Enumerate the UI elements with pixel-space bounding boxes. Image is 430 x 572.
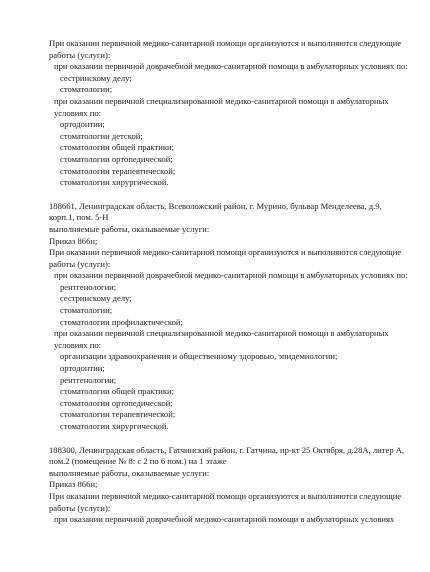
paragraph: выполняемые работы, оказываемые услуги: bbox=[49, 223, 210, 234]
address: 188661, Ленинградская область, Всеволожский район, г. Мурино, бульвар Менделеева, д.9, корп.1, пом. 5-Н bbox=[49, 200, 382, 223]
order-reference: Приказ 866н; bbox=[49, 235, 98, 246]
block-3 bbox=[49, 445, 408, 526]
section-heading: при оказании первичной специализированной медико-санитарной помощи в амбулаторных условиях по: bbox=[54, 95, 389, 118]
address: 188300, Ленинградская область, Гатчинский район, г. Гатчина, пр-кт 25 Октября, д.28А, литер А, пом.2 (помещение № 8: с 2 по 6 пом.) на 1 этаже bbox=[49, 444, 405, 467]
list-item: ортодонтии; bbox=[60, 363, 105, 374]
list-item: стоматологии терапевтической; bbox=[60, 165, 176, 176]
paragraph: При оказании первичной медико-санитарной помощи организуются и выполняются следующие работы (услуги): bbox=[49, 247, 402, 269]
section-heading: при оказании первичной доврачебной медико-санитарной помощи в амбулаторных условиях bbox=[54, 514, 395, 525]
list-item: сестринскому делу; bbox=[60, 293, 132, 304]
spacer bbox=[49, 189, 408, 201]
block-1 bbox=[49, 38, 408, 189]
list-item: стоматологии хирургической. bbox=[60, 421, 169, 431]
list-item: стоматологии профилактической; bbox=[60, 316, 183, 327]
list-item: стоматологии общей практики; bbox=[60, 142, 174, 153]
paragraph: При оказании первичной медико-санитарной помощи организуются и выполняются следующие работы (услуги): bbox=[49, 490, 402, 513]
list-item: стоматологии; bbox=[60, 305, 113, 316]
list-item: стоматологии ортопедической; bbox=[60, 397, 173, 408]
list-item: рентгенологии; bbox=[60, 374, 117, 385]
block-2 bbox=[49, 201, 408, 433]
list-item: стоматологии ортопедической; bbox=[60, 153, 173, 164]
order-reference: Приказ 866н; bbox=[49, 479, 98, 490]
section-heading: при оказании первичной специализированной медико-санитарной помощи в амбулаторных условиях по: bbox=[54, 328, 389, 350]
list-item: организации здравоохранения и общественному здоровью, эпидемиологии; bbox=[60, 351, 338, 362]
list-item: стоматологии общей практики; bbox=[60, 386, 174, 397]
spacer bbox=[49, 433, 408, 445]
paragraph: При оказании первичной медико-санитарной помощи организуются и выполняются следующие работы (услуги): bbox=[49, 38, 402, 60]
section-heading: при оказании первичной доврачебной медико-санитарной помощи в амбулаторных условиях по: bbox=[54, 61, 408, 72]
list-item: сестринскому делу; bbox=[60, 72, 132, 83]
list-item: рентгенологии; bbox=[60, 281, 117, 292]
section-heading: при оказании первичной доврачебной медико-санитарной помощи в амбулаторных условиях по: bbox=[54, 270, 408, 281]
list-item: стоматологии детской; bbox=[60, 130, 143, 141]
list-item: стоматологии; bbox=[60, 84, 113, 95]
list-item: стоматологии хирургической. bbox=[60, 177, 169, 188]
list-item: ортодонтии; bbox=[60, 119, 105, 130]
list-item: стоматологии терапевтической; bbox=[60, 409, 176, 420]
paragraph: выполняемые работы, оказываемые услуги: bbox=[49, 467, 210, 478]
